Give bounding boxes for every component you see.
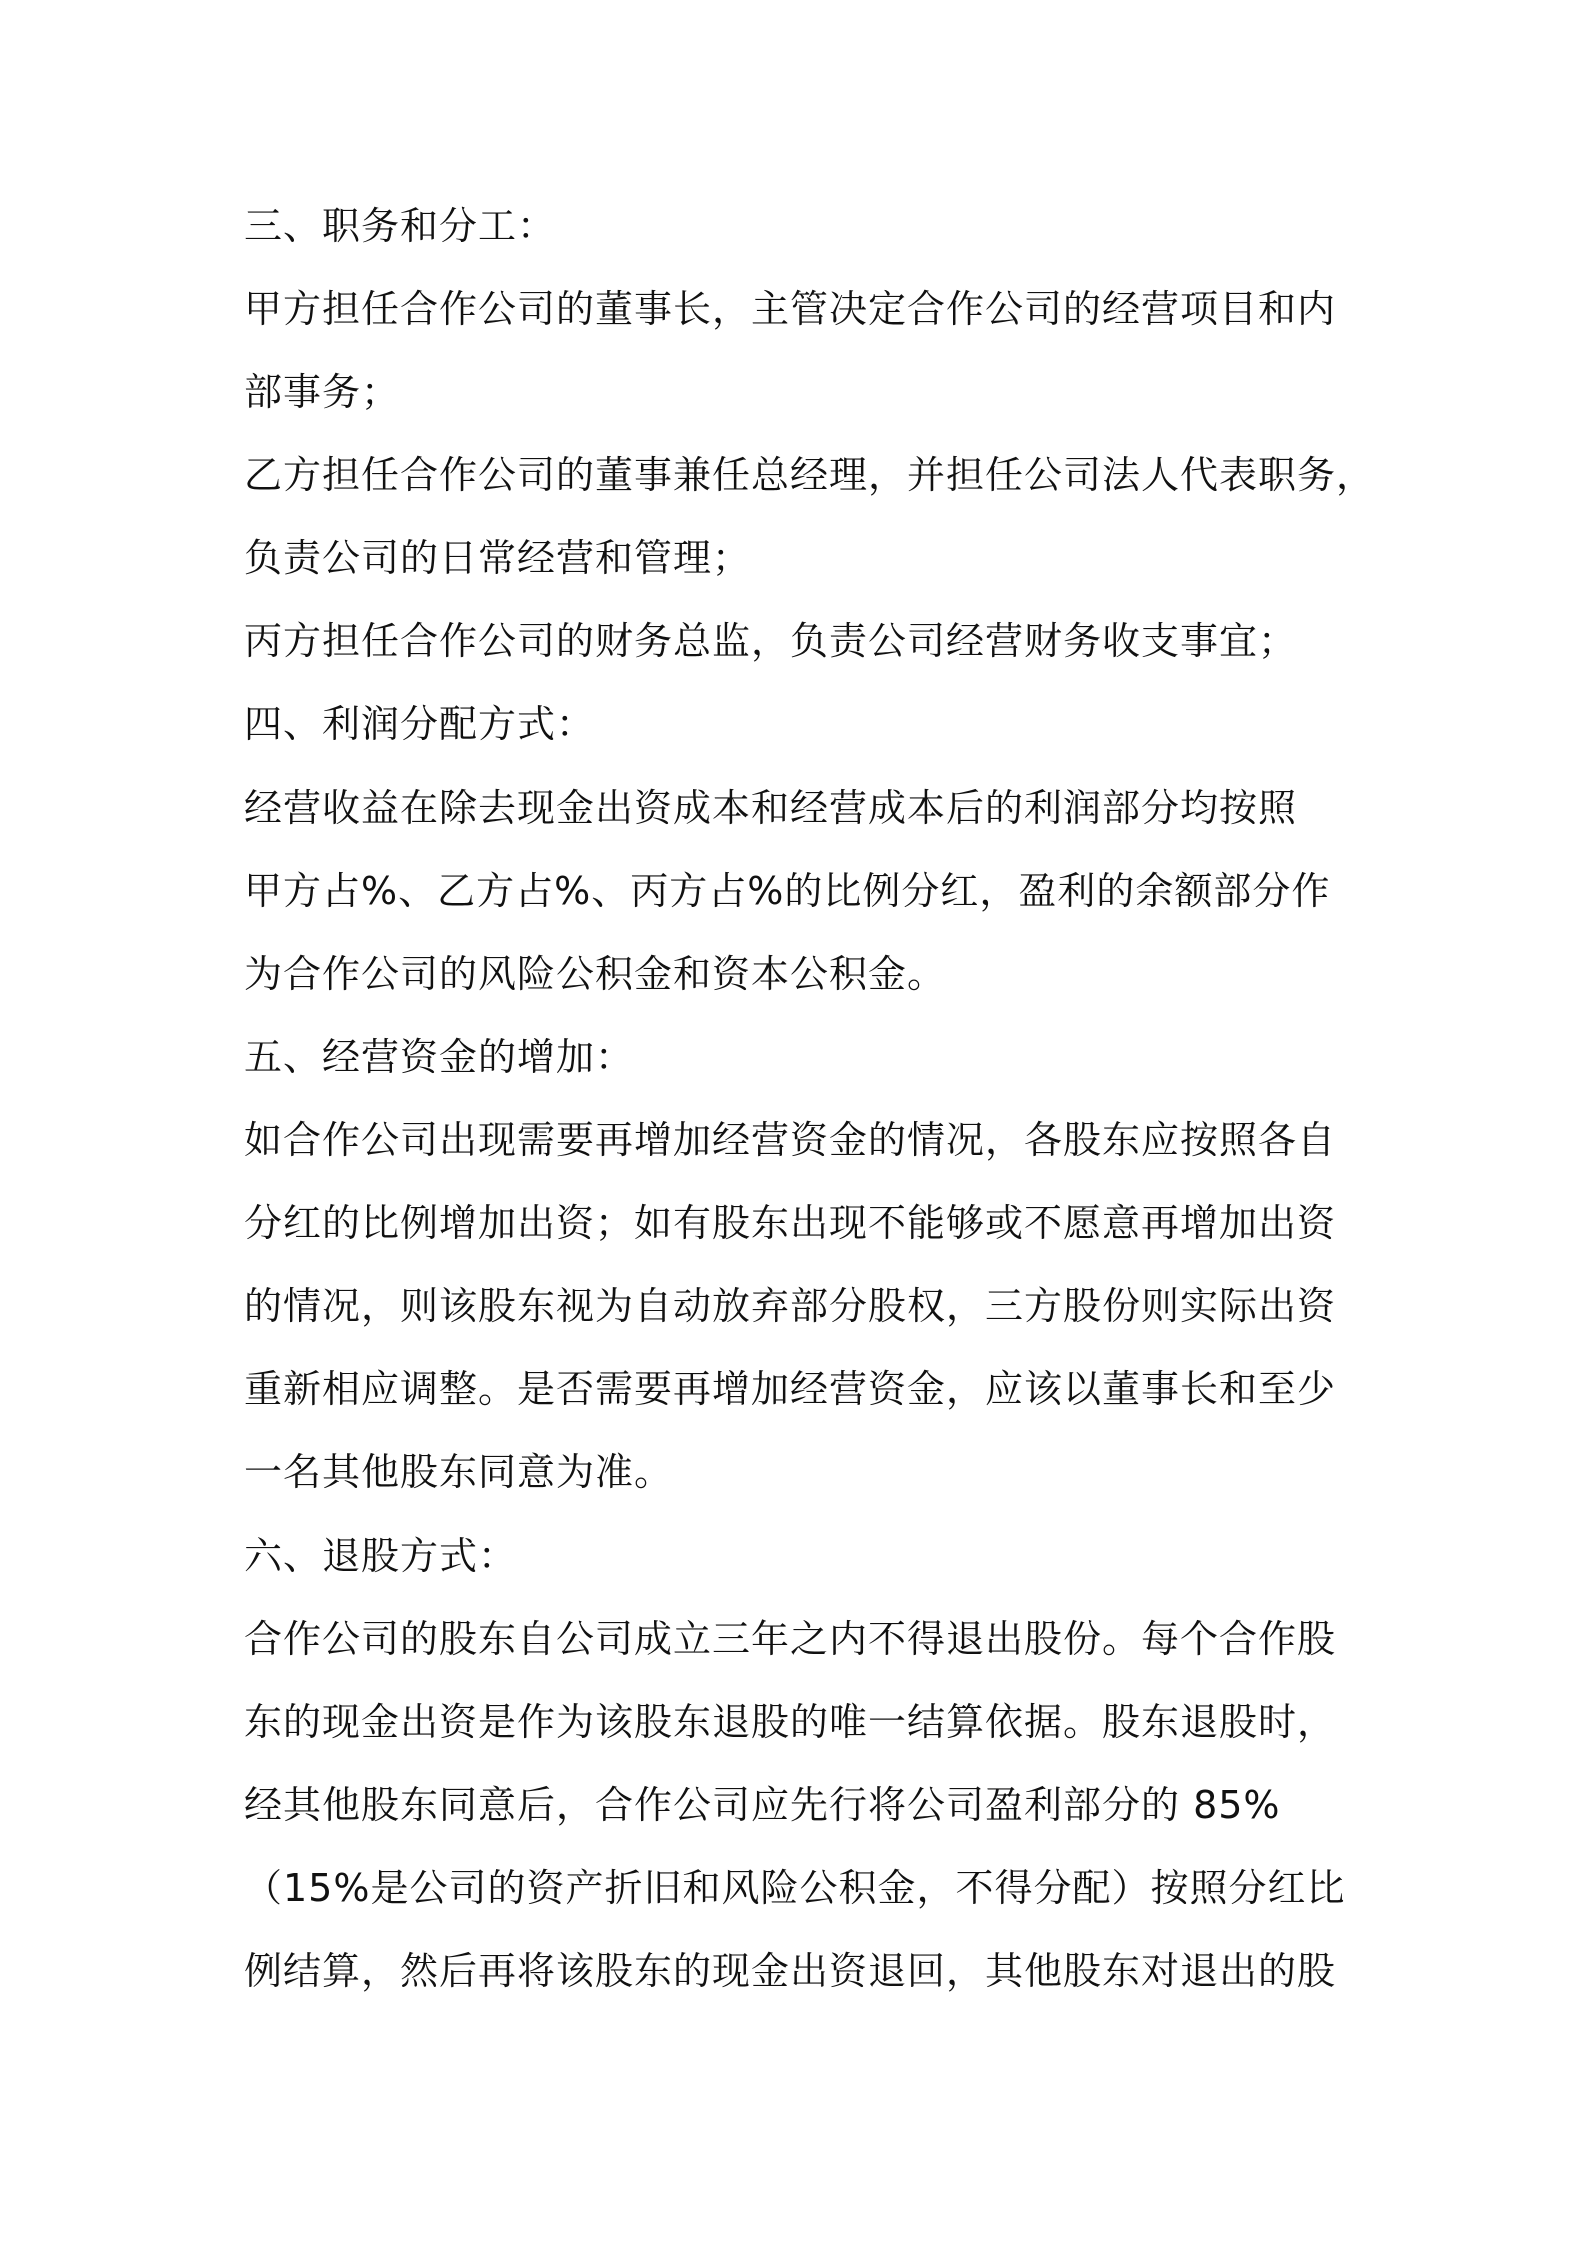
paragraph-line: 甲方占%、乙方占%、丙方占%的比例分红，盈利的余额部分作 bbox=[244, 869, 1331, 913]
paragraph-line: 的情况，则该股东视为自动放弃部分股权，三方股份则实际出资 bbox=[244, 1284, 1337, 1328]
section-heading-share-withdrawal: 六、退股方式： bbox=[244, 1534, 518, 1578]
paragraph-line: 东的现金出资是作为该股东退股的唯一结算依据。股东退股时， bbox=[244, 1700, 1337, 1744]
paragraph-line: 丙方担任合作公司的财务总监，负责公司经营财务收支事宜； bbox=[244, 619, 1298, 663]
paragraph-line: 乙方担任合作公司的董事兼任总经理，并担任公司法人代表职务， bbox=[244, 453, 1376, 497]
paragraph-line: （15%是公司的资产折旧和风险公积金，不得分配）按照分红比 bbox=[244, 1866, 1346, 1910]
section-heading-capital-increase: 五、经营资金的增加： bbox=[244, 1035, 635, 1079]
paragraph-line: 例结算，然后再将该股东的现金出资退回，其他股东对退出的股 bbox=[244, 1949, 1337, 1993]
paragraph-line: 经其他股东同意后，合作公司应先行将公司盈利部分的 85% bbox=[244, 1783, 1281, 1827]
paragraph-line: 为合作公司的风险公积金和资本公积金。 bbox=[244, 952, 947, 996]
section-heading-duties: 三、职务和分工： bbox=[244, 204, 557, 248]
paragraph-line: 合作公司的股东自公司成立三年之内不得退出股份。每个合作股 bbox=[244, 1617, 1337, 1661]
paragraph-line: 一名其他股东同意为准。 bbox=[244, 1450, 674, 1494]
paragraph-line: 分红的比例增加出资；如有股东出现不能够或不愿意再增加出资 bbox=[244, 1201, 1337, 1245]
paragraph-line: 负责公司的日常经营和管理； bbox=[244, 536, 752, 580]
paragraph-line: 甲方担任合作公司的董事长，主管决定合作公司的经营项目和内 bbox=[244, 287, 1337, 331]
section-heading-profit-distribution: 四、利润分配方式： bbox=[244, 702, 596, 746]
paragraph-line: 重新相应调整。是否需要再增加经营资金，应该以董事长和至少 bbox=[244, 1367, 1337, 1411]
paragraph-line: 如合作公司出现需要再增加经营资金的情况，各股东应按照各自 bbox=[244, 1118, 1337, 1162]
paragraph-line: 部事务； bbox=[244, 370, 401, 414]
paragraph-line: 经营收益在除去现金出资成本和经营成本后的利润部分均按照 bbox=[244, 786, 1298, 830]
